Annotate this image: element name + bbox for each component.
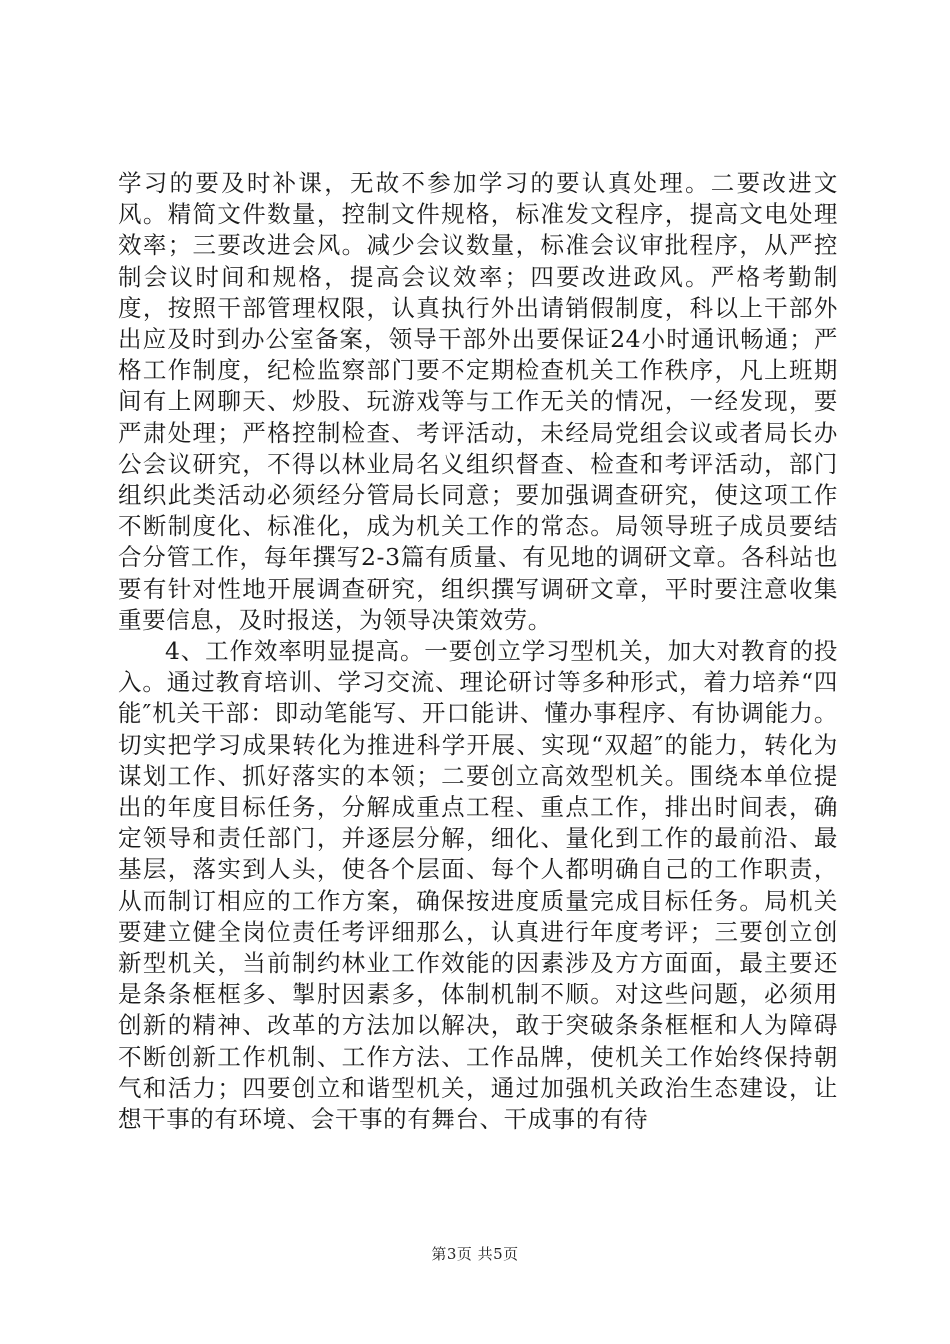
paragraph-continued: 学习的要及时补课，无故不参加学习的要认真处理。二要改进文风。精简文件数量，控制文件规格，标准发文程序，提高文电处理效率；三要改进会风。减少会议数量，标准会议审批程序，从严控制会议时间和规格，提高会议效率；四要改进政风。严格考勤制度，按照干部管理权限，认真执行外出请销假制度，科以上干部外出应及时到办公室备案，领导干部外出要保证24小时通讯畅通；严格工作制度，纪检监察部门要不定期检查机关工作秩序，凡上班期间有上网聊天、炒股、玩游戏等与工作无关的情况，一经发现，要严肃处理；严格控制检查、考评活动，未经局党组会议或者局长办公会议研究，不得以林业局名义组织督查、检查和考评活动，部门组织此类活动必须经分管局长同意；要加强调查研究，使这项工作不断制度化、标准化，成为机关工作的常态。局领导班子成员要结合分管工作，每年撰写2-3篇有质量、有见地的调研文章。各科站也要有针对性地开展调查研究，组织撰写调研文章，平时要注意收集重要信息，及时报送，为领导决策效劳。 <box>118 169 838 634</box>
document-body <box>118 168 838 1135</box>
page-number-footer: 第3页 共5页 <box>431 1245 519 1263</box>
paragraph-work-efficiency: 4、工作效率明显提高。一要创立学习型机关，加大对教育的投入。通过教育培训、学习交流、理论研讨等多种形式，着力培养“四能″机关干部：即动笔能写、开口能讲、懂办事程序、有协调能力。切实把学习成果转化为推进科学开展、实现“双超″的能力，转化为谋划工作、抓好落实的本领；二要创立高效型机关。围绕本单位提出的年度目标任务，分解成重点工程、重点工作，排出时间表，确定领导和责任部门，并逐层分解，细化、量化到工作的最前沿、最基层，落实到人头，使各个层面、每个人都明确自己的工作职责，从而制订相应的工作方案，确保按进度质量完成目标任务。局机关要建立健全岗位责任考评细那么，认真进行年度考评；三要创立创新型机关，当前制约林业工作效能的因素涉及方方面面，最主要还是条条框框多、掣肘因素多，体制机制不顺。对这些问题，必须用创新的精神、改革的方法加以解决，敢于突破条条框框和人为障碍不断创新工作机制、工作方法、工作品牌，使机关工作始终保持朝气和活力；四要创立和谐型机关，通过加强机关政治生态建设，让想干事的有环境、会干事的有舞台、干成事的有待 <box>118 637 838 1134</box>
